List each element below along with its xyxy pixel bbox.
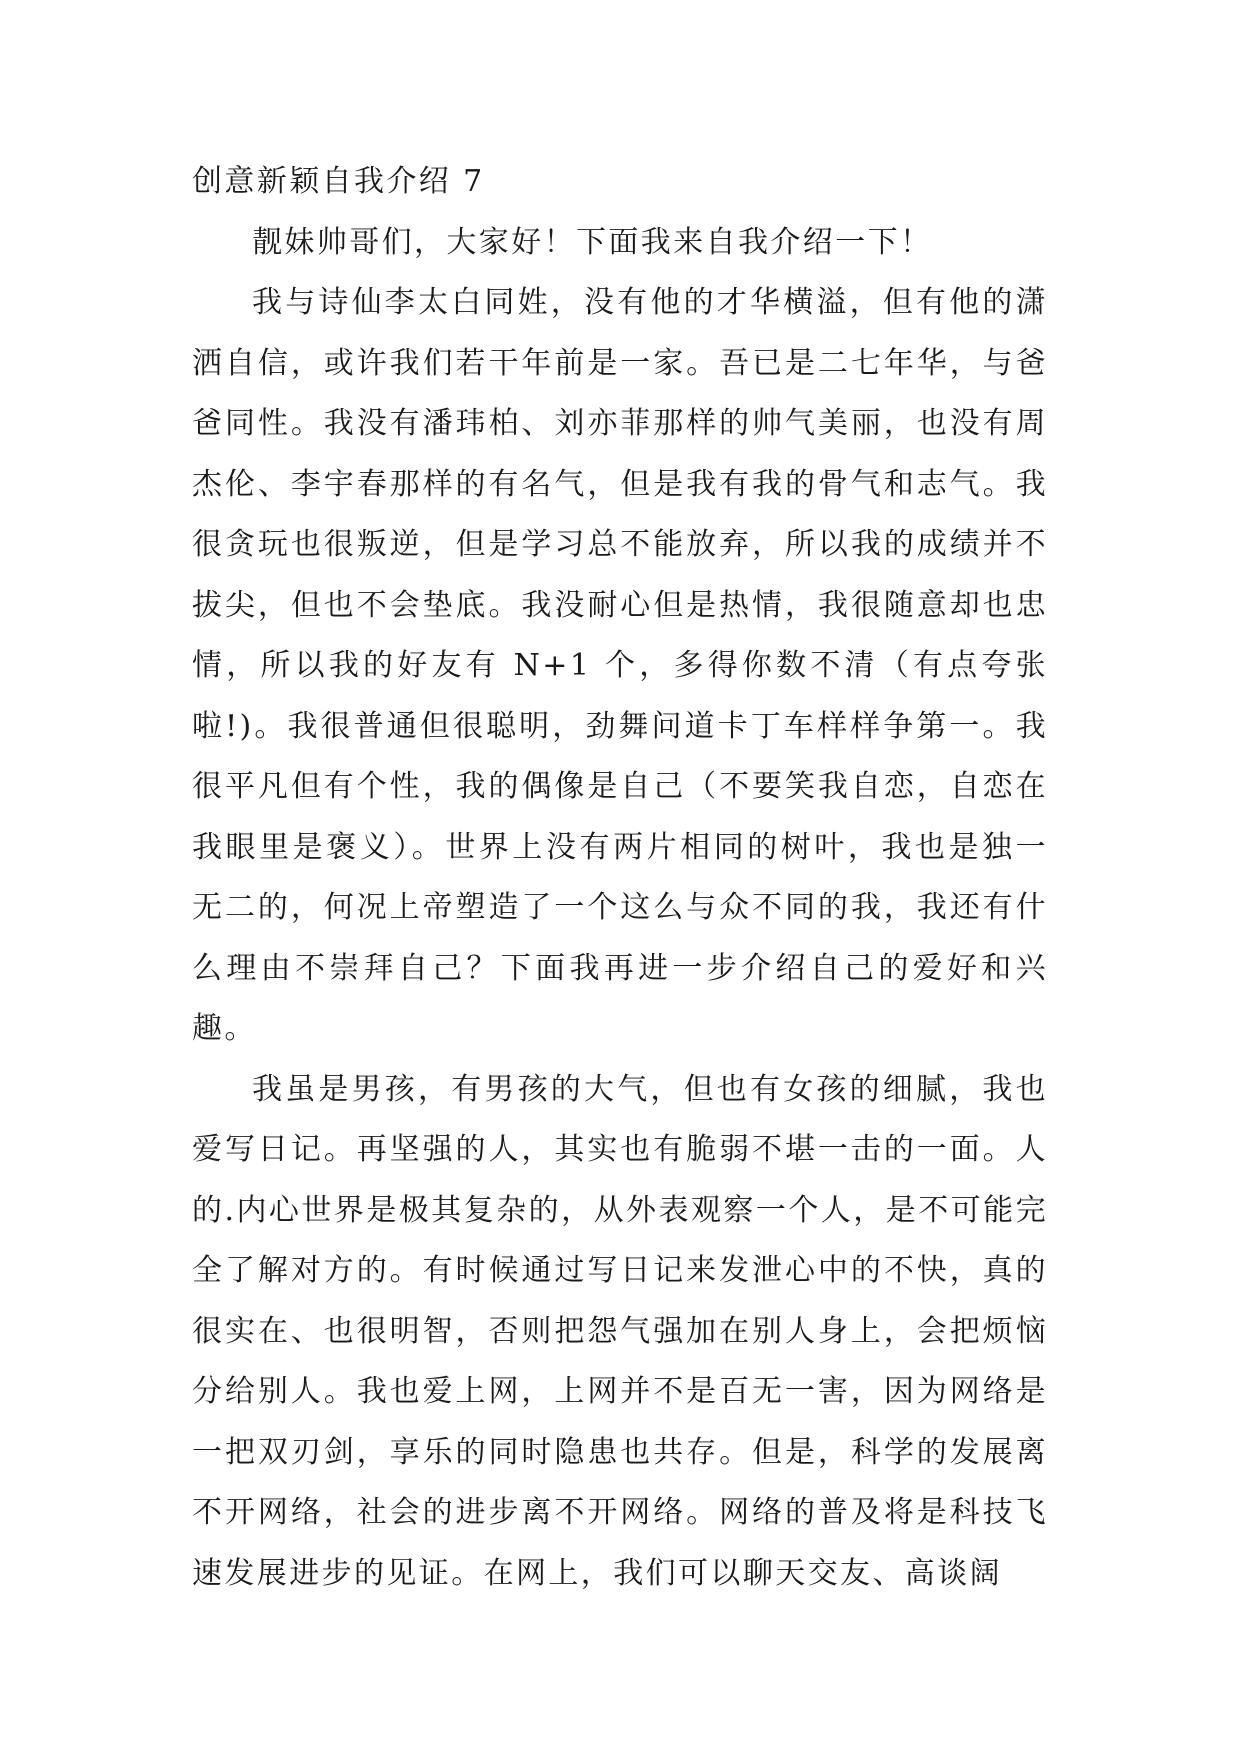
document-body [192, 152, 1048, 1604]
paragraph-personality: 我与诗仙李太白同姓，没有他的才华横溢，但有他的潇洒自信，或许我们若干年前是一家。吾已是二七年华，与爸爸同性。我没有潘玮柏、刘亦菲那样的帅气美丽，也没有周杰伦、李宇春那样的有名气，但是我有我的骨气和志气。我很贪玩也很叛逆，但是学习总不能放弃，所以我的成绩并不拔尖，但也不会垫底。我没耐心但是热情，我很随意却也忠情，所以我的好友有 N+1 个，多得你数不清（有点夸张啦!)。我很普通但很聪明，劲舞问道卡丁车样样争第一。我很平凡但有个性，我的偶像是自己（不要笑我自恋，自恋在我眼里是褒义）。世界上没有两片相同的树叶，我也是独一无二的，何况上帝塑造了一个这么与众不同的我，我还有什么理由不崇拜自己？下面我再进一步介绍自己的爱好和兴趣。 [192, 285, 1048, 1046]
document-title: 创意新颖自我介绍 7 [192, 164, 485, 199]
paragraph-greeting: 靓妹帅哥们，大家好！下面我来自我介绍一下！ [252, 224, 933, 260]
paragraph-hobbies: 我虽是男孩，有男孩的大气，但也有女孩的细腻，我也爱写日记。再坚强的人，其实也有脆弱不堪一击的一面。人的.内心世界是极其复杂的，从外表观察一个人，是不可能完全了解对方的。有时候通过写日记来发泄心中的不快，真的很实在、也很明智，否则把怨气强加在别人身上，会把烦恼分给别人。我也爱上网，上网并不是百无一害，因为网络是一把双刃剑，享乐的同时隐患也共存。但是，科学的发展离不开网络，社会的进步离不开网络。网络的普及将是科技飞速发展进步的见证。在网上，我们可以聊天交友、高谈阔 [192, 1071, 1048, 1591]
